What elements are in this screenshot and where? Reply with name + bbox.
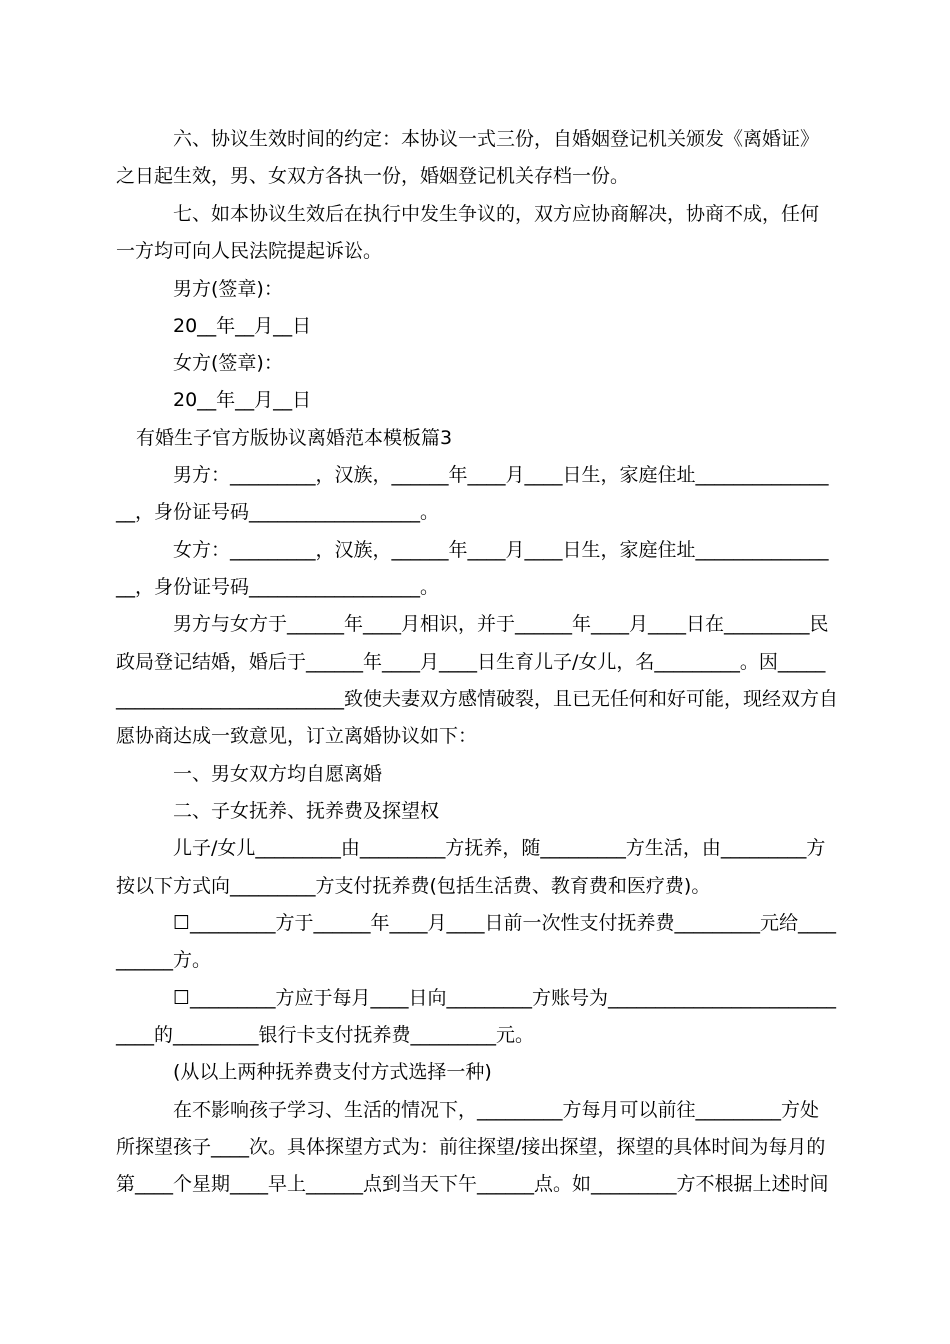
visitation-para-line-2: 所探望孩子____次。具体探望方式为：前往探望/接出探望，探望的具体时间为每月的	[116, 1136, 826, 1158]
female-signature-date: 20__年__月__日	[173, 389, 312, 411]
visitation-para-line-3: 第____个星期____早上______点到当天下午______点。如_________方不根据上述时间	[116, 1173, 829, 1195]
payment-note: (从以上两种抚养费支付方式选择一种)	[173, 1061, 492, 1083]
custody-para-line-2: 按以下方式向_________方支付抚养费(包括生活费、教育费和医疗费)。	[116, 875, 711, 897]
marriage-para-line-4: 愿协商达成一致意见，订立离婚协议如下：	[116, 725, 478, 747]
article-7-line-1: 七、如本协议生效后在执行中发生争议的，双方应协商解决，协商不成，任何	[173, 203, 820, 225]
female-signature-label: 女方(签章)：	[173, 352, 283, 374]
marriage-para-line-1: 男方与女方于______年____月相识，并于______年____月____日在_________民	[173, 613, 829, 635]
article-6-line-1: 六、协议生效时间的约定：本协议一式三份，自婚姻登记机关颁发《离婚证》	[173, 128, 820, 150]
article-6-line-2: 之日起生效，男、女双方各执一份，婚姻登记机关存档一份。	[116, 165, 630, 187]
female-info-line-2: __，身份证号码__________________。	[116, 576, 440, 598]
marriage-para-line-2: 政局登记结婚，婚后于______年____月____日生育儿子/女儿，名_________。因_____	[116, 651, 826, 673]
marriage-para-line-3: ________________________致使夫妻双方感情破裂，且已无任何和好可能，现经双方自	[116, 688, 839, 710]
section-title: 有婚生子官方版协议离婚范本模板篇3	[136, 427, 453, 449]
payment-option-2-line-1: ☐_________方应于每月____日向_________方账号为________________________	[173, 987, 837, 1009]
payment-option-1-line-2: ______方。	[116, 949, 212, 971]
male-signature-date: 20__年__月__日	[173, 315, 312, 337]
male-info-line-1: 男方：_________，汉族，______年____月____日生，家庭住址______________	[173, 464, 829, 486]
male-info-line-2: __，身份证号码__________________。	[116, 501, 440, 523]
male-signature-label: 男方(签章)：	[173, 278, 283, 300]
payment-option-2-line-2: ____的_________银行卡支付抚养费_________元。	[116, 1024, 535, 1046]
custody-para-line-1: 儿子/女儿_________由_________方抚养，随_________方生活，由_________方	[173, 837, 826, 859]
clause-1: 一、男女双方均自愿离婚	[173, 763, 383, 785]
visitation-para-line-1: 在不影响孩子学习、生活的情况下，_________方每月可以前往_________方处	[173, 1099, 820, 1121]
article-7-line-2: 一方均可向人民法院提起诉讼。	[116, 240, 383, 262]
clause-2-heading: 二、子女抚养、抚养费及探望权	[173, 800, 440, 822]
payment-option-1-line-1: ☐_________方于______年____月____日前一次性支付抚养费_________元给____	[173, 912, 837, 934]
female-info-line-1: 女方：_________，汉族，______年____月____日生，家庭住址______________	[173, 539, 829, 561]
